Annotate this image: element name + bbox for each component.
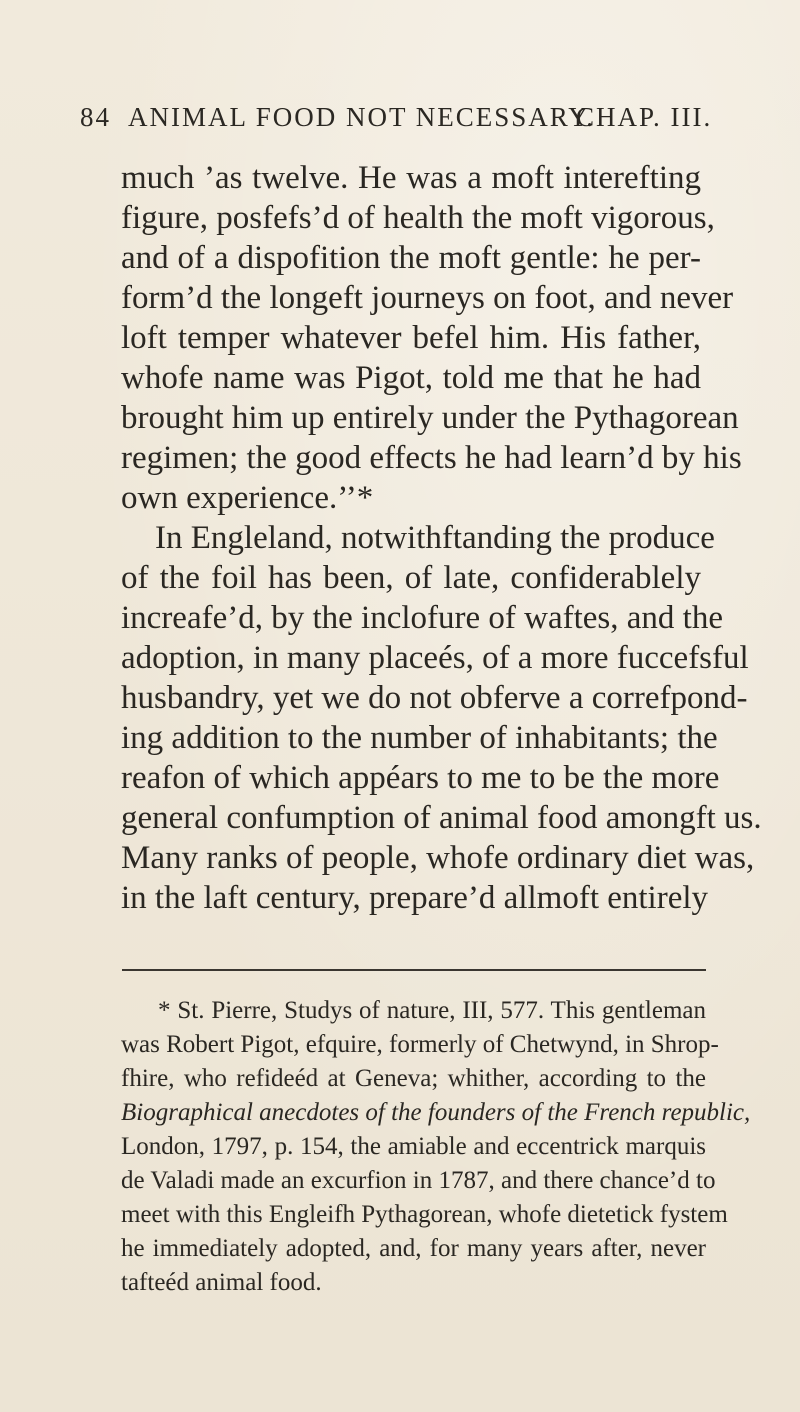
text-line: figure, posfefs’d of health the moft vigorous, xyxy=(121,200,715,236)
text-line: loft temper whatever befel him. His father, xyxy=(121,320,701,356)
text-line: Many ranks of people, whofe ordinary diet was, xyxy=(121,840,755,876)
chapter-label: CHAP. III. xyxy=(576,102,713,132)
text-line: ing addition to the number of inhabitants; the xyxy=(121,720,718,756)
text-line: form’d the longeft journeys on foot, and never xyxy=(121,280,734,316)
footnote-line: tafteéd animal food. xyxy=(121,1269,322,1296)
paragraph-start-line: In Engleland, notwithftanding the produce xyxy=(155,520,715,556)
page-number: 84 xyxy=(80,102,111,132)
footnote-line: he immediately adopted, and, for many years after, never xyxy=(121,1235,706,1262)
text-line: increafe’d, by the inclofure of waftes, and the xyxy=(121,600,723,636)
text-line: brought him up entirely under the Pythagorean xyxy=(121,400,739,436)
text-line: general confumption of animal food amongft us. xyxy=(121,800,762,836)
footnote-line: was Robert Pigot, efquire, formerly of Chetwynd, in Shrop- xyxy=(121,1031,719,1058)
footnote-line: meet with this Engleifh Pythagorean, whofe dietetick fystem xyxy=(121,1201,728,1228)
footnote-line: Biographical anecdotes of the founders of the French republic, xyxy=(121,1099,751,1126)
text-line: whofe name was Pigot, told me that he had xyxy=(121,360,701,396)
footnote-line: * St. Pierre, Studys of nature, III, 577. This gentleman xyxy=(158,997,706,1024)
text-line: husbandry, yet we do not obferve a correfpond- xyxy=(121,680,748,716)
text-line: reafon of which appéars to me to be the more xyxy=(121,760,720,796)
running-title: ANIMAL FOOD NOT NECESSARY. xyxy=(128,102,596,132)
running-header xyxy=(0,102,800,142)
footnote-line: fhire, who refideéd at Geneva; whither, according to the xyxy=(121,1065,706,1092)
footnote-line: de Valadi made an excurfion in 1787, and there chance’d to xyxy=(121,1167,716,1194)
text-line: in the laft century, prepare’d allmoft entirely xyxy=(121,880,709,916)
text-line: of the foil has been, of late, confiderablely xyxy=(121,560,701,596)
text-line: regimen; the good effects he had learn’d by his xyxy=(121,440,742,476)
text-line: much ’as twelve. He was a moft interefting xyxy=(121,160,701,196)
footnote-divider xyxy=(122,969,706,971)
text-line: own experience.’’* xyxy=(121,480,374,516)
text-line: and of a dispofition the moft gentle: he per- xyxy=(121,240,701,276)
text-line: adoption, in many placeés, of a more fuccefsful xyxy=(121,640,749,676)
footnote-line: London, 1797, p. 154, the amiable and eccentrick marquis xyxy=(121,1133,706,1160)
